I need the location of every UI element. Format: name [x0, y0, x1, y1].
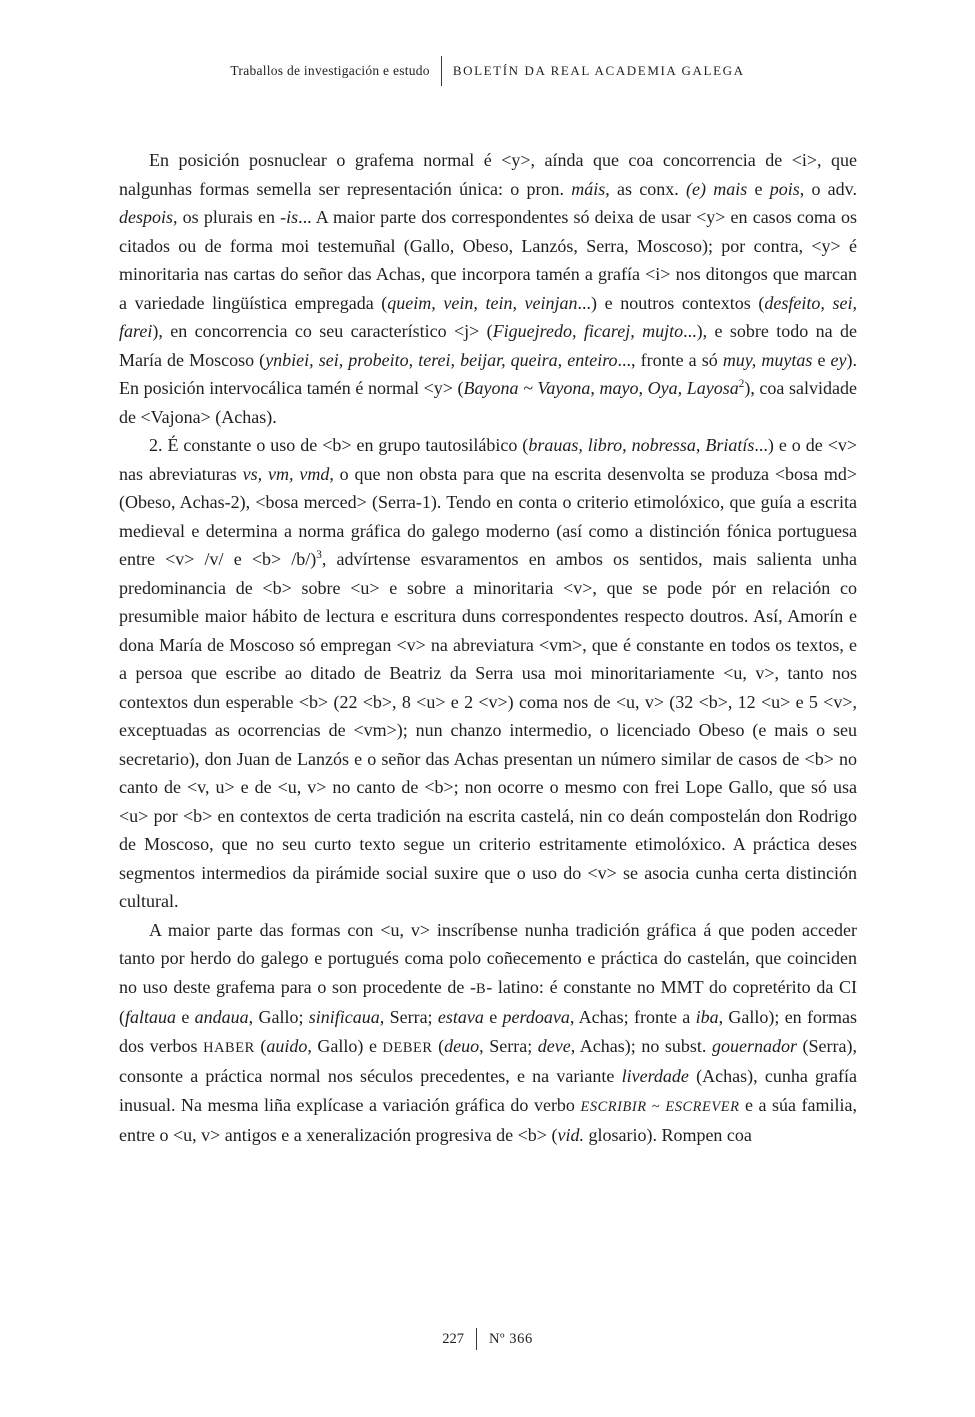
- text-run: , Achas; fronte a: [569, 1007, 696, 1027]
- footer-issue-number: Nº 366: [488, 1330, 533, 1347]
- text-run: sinificaua: [308, 1007, 380, 1027]
- text-run: (: [432, 1035, 445, 1056]
- text-run: ...), e sobre todo na de María de Moscoso (: [119, 321, 858, 370]
- paragraph: [119, 431, 857, 916]
- paragraph: [119, 916, 857, 1150]
- text-run: 2: [738, 378, 745, 390]
- text-run: - latino: é constante no MMT do copretérito da CI (: [119, 976, 857, 1027]
- text-run: , Gallo); en formas dos verbos: [119, 1007, 857, 1056]
- text-run: deuo: [444, 1035, 480, 1056]
- paragraph: [119, 146, 857, 431]
- text-run: ), coa salvidade de <Vajona> (Achas).: [119, 378, 858, 427]
- text-run: ynbiei, sei, probeito, terei, beijar, queira, enteiro: [265, 349, 618, 370]
- text-run: e: [176, 1007, 195, 1027]
- text-run: -is: [280, 207, 299, 227]
- text-run: e: [812, 349, 831, 370]
- text-run: (e) mais: [685, 178, 748, 199]
- text-run: queim, vein, tein, veinjan: [387, 292, 578, 313]
- text-run: , Gallo) e: [307, 1035, 383, 1056]
- text-run: estava: [437, 1007, 484, 1027]
- text-run: andaua: [194, 1007, 249, 1027]
- text-run: brauas, libro, nobressa, Briatís: [528, 435, 755, 455]
- text-run: Bayona ~ Vayona, mayo, Oya, Layosa: [463, 378, 739, 398]
- body-text: [119, 146, 857, 1150]
- text-run: ... A maior parte dos correspondentes só deixa de usar <y> en casos coma os citados ou de forma moi testemuñal (Gallo, Obeso, Lanzós, Serra, Moscoso); por contra, <y> é minoritaria nas cartas do señor das Achas, que incorpora tamén a grafía <i> nos ditongos que marcan a variedade lingüística empregada (: [119, 207, 857, 313]
- header: [0, 56, 975, 86]
- footer-divider: [476, 1328, 477, 1350]
- text-run: (: [254, 1035, 267, 1056]
- header-divider: [441, 56, 442, 86]
- text-run: despois: [119, 207, 173, 227]
- text-run: , Serra;: [479, 1035, 538, 1056]
- text-run: 3: [316, 549, 322, 561]
- text-run: (Serra), consonte a práctica normal nos séculos precedentes, e na variante: [119, 1035, 858, 1086]
- text-run: ey: [830, 349, 847, 370]
- text-run: e: [483, 1007, 503, 1027]
- text-run: ESCRIBIR ~ ESCREVER: [580, 1098, 740, 1115]
- text-run: , Serra;: [379, 1007, 438, 1027]
- text-run: HABER: [203, 1039, 255, 1056]
- text-run: e: [747, 178, 770, 199]
- text-run: En posición posnuclear o grafema normal é <y>, aínda que coa concorrencia de <i>, que nalgunhas formas semella ser representación única: o pron.: [119, 150, 857, 199]
- text-run: Figuejredo, ficarej, mujto: [492, 321, 684, 341]
- text-run: glosario). Rompen coa: [583, 1125, 752, 1145]
- text-run: ), en concorrencia co seu característico <j> (: [152, 321, 493, 341]
- text-run: , advírtense esvaramentos en ambos os sentidos, mais salienta unha predominancia de <b> sobre <u> e sobre a minoritaria <v>, que se pode pór en relación co presumible maior hábito de lectura e escritura duns correspondentes respecto doutros. Así, Amorín e dona María de Moscoso só empregan <v> na abreviatura <vm>, que é constante en todos os textos, e a persoa que escribe ao ditado de Beatriz da Serra usa moi minoritariamente <u, v>, tanto nos contextos dun esperable <b> (22 <b>, 8 <u> e 2 <v>) coma nos de <u, v> (32 <b>, 12 <u> e 5 <v>, exceptuadas as ocorrencias de <vm>); nun chanzo intermedio, o licenciado Obeso (e mais o seu secretario), don Juan de Lanzós e o señor das Achas presentan un número similar de casos de <b> no canto de <v, u> e de <u, v> no canto de <b>; non ocorre o mesmo con frei Lope Gallo, que só usa <u> por <b> en contextos de certa tradición na escrita castelá, nin co deán compostelán don Rodrigo de Moscoso, que no seu curto texto segue un criterio estritamente etimolóxico. A práctica deses segmentos intermedios da pirámide social suxire que o uso do <v> se asocia cunha certa distinción cultural.: [119, 549, 857, 911]
- text-run: muy, muytas: [722, 349, 813, 370]
- header-section-title: Traballos de investigación e estudo: [230, 63, 430, 78]
- text-run: vs, vm, vmd: [242, 463, 330, 484]
- header-journal-title: BOLETÍN DA REAL ACADEMIA GALEGA: [452, 63, 745, 78]
- text-run: DEBER: [382, 1039, 433, 1056]
- text-run: , o que non obsta para que na escrita desenvolta se produza <bosa md> (Obeso, Achas-2), <bosa merced> (Serra-1). Tendo en conta o criterio etimolóxico, que guía a escrita medieval e determina a norma gráfica do galego moderno (así como a distinción fónica portuguesa entre <v> /v/ e <b> /b/): [119, 463, 857, 569]
- text-run: , o adv.: [799, 178, 857, 199]
- text-run: , Achas); no subst.: [570, 1035, 712, 1056]
- text-run: , as conx.: [605, 178, 686, 199]
- text-run: iba: [695, 1007, 719, 1027]
- text-run: A maior parte das formas con <u, v> inscríbense nunha tradición gráfica á que poden acceder tanto por herdo do galego e portugués coma polo coñecemento e práctica do castelán, que coinciden no uso deste grafema para o son procedente de -: [119, 919, 857, 997]
- text-run: gouernador: [711, 1035, 797, 1056]
- text-run: vid.: [557, 1125, 584, 1145]
- text-run: (Achas), cunha grafía inusual. Na mesma liña explícase a variación gráfica do verbo: [119, 1066, 858, 1115]
- text-run: , os plurais en: [173, 207, 281, 227]
- text-run: liverdade: [621, 1066, 689, 1086]
- text-run: faltaua: [125, 1007, 177, 1027]
- text-run: ..., fronte a só: [617, 349, 723, 370]
- text-run: ). En posición intervocálica tamén é normal <y> (: [119, 349, 857, 398]
- text-run: ...) e noutros contextos (: [577, 292, 765, 313]
- text-run: perdoava: [502, 1007, 570, 1027]
- text-run: e a súa familia, entre o <u, v> antigos e a xeneralización progresiva de <b> (: [119, 1094, 857, 1145]
- text-run: pois: [769, 178, 800, 199]
- text-run: deve: [537, 1035, 571, 1056]
- text-run: auido: [266, 1035, 308, 1056]
- text-run: , Gallo;: [248, 1007, 309, 1027]
- footer-page-number: 227: [442, 1330, 464, 1347]
- footer: [0, 1328, 975, 1350]
- text-run: desfeito, sei, farei: [119, 292, 857, 341]
- text-run: ...) e o de <v> nas abreviaturas: [119, 435, 857, 484]
- text-run: B: [476, 980, 487, 997]
- text-run: 2. É constante o uso de <b> en grupo tautosilábico (: [149, 435, 529, 455]
- text-run: máis: [571, 178, 606, 199]
